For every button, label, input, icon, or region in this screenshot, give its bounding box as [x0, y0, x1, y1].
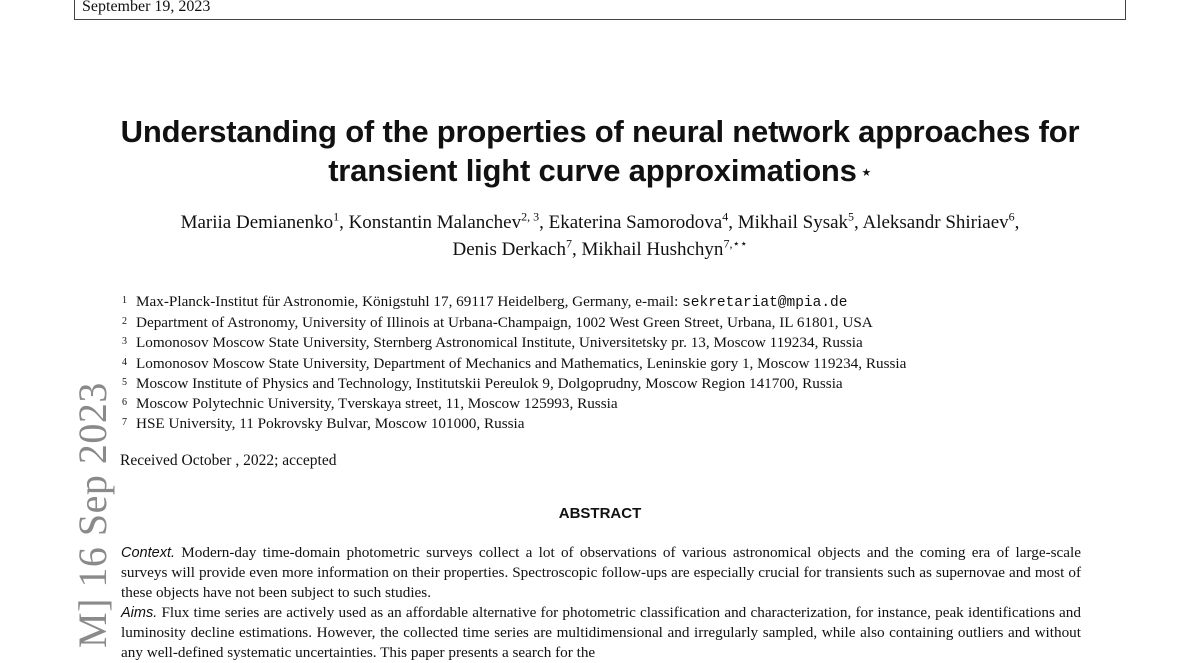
- author: Mikhail Sysak: [737, 212, 849, 233]
- affiliation-item: [120, 333, 1120, 353]
- author: Mikhail Hushchyn: [581, 239, 724, 260]
- affiliation-text: Max-Planck-Institut für Astronomie, Königstuhl 17, 69117 Heidelberg, Germany, e-mail:: [136, 293, 683, 310]
- title-line-1: Understanding of the properties of neural network approaches for: [120, 114, 1080, 149]
- author-separator: ,: [728, 212, 738, 233]
- header-box: [74, 0, 1126, 20]
- author-affil-mark: 7: [565, 236, 572, 251]
- author-affil-mark: 2, 3: [521, 209, 540, 224]
- affiliation-text: Lomonosov Moscow State University, Sternberg Astronomical Institute, Universitetsky pr. 13, Moscow 119234, Russia: [136, 334, 863, 352]
- affiliation-number: 4: [122, 356, 127, 368]
- author-line-2: [0, 236, 1200, 263]
- abstract-heading: ABSTRACT: [558, 505, 642, 522]
- affiliation-list: [120, 292, 1120, 434]
- affiliation-text: Lomonosov Moscow State University, Department of Mechanics and Mathematics, Leninskie gory 1, Moscow 119234, Russia: [136, 354, 907, 372]
- author-separator: ,: [539, 212, 549, 233]
- context-text: Modern-day time-domain photometric surveys collect a lot of observations of various astronomical objects and the coming era of large-scale surveys will provide even more information on their properties. Spectroscopic follow-ups are especially crucial for transients such as supernovae and most of these objects have not been subject to such studies.: [121, 544, 1081, 601]
- author: Mariia Demianenko: [180, 212, 334, 233]
- author: Aleksandr Shiriaev: [862, 212, 1009, 233]
- author-affil-mark: 7,⋆⋆: [723, 236, 748, 251]
- author-affil-mark: 1: [333, 209, 340, 224]
- affiliation-item: [120, 414, 1120, 434]
- author: Denis Derkach: [452, 239, 566, 260]
- abstract-aims: [121, 603, 1081, 663]
- affiliation-email: sekretariat@mpia.de: [682, 295, 848, 311]
- received-line: Received October , 2022; accepted: [120, 452, 337, 469]
- affiliation-text: Moscow Institute of Physics and Technology, Institutskii Pereulok 9, Dolgoprudny, Moscow Region 141700, Russia: [136, 374, 843, 392]
- author-line-1: [0, 209, 1200, 236]
- abstract-body: [121, 543, 1081, 663]
- affiliation-number: 1: [122, 295, 127, 306]
- journal-date: September 19, 2023: [82, 0, 211, 15]
- affiliation-item: [120, 354, 1120, 374]
- title-line-2-text: transient light curve approximations: [328, 153, 857, 188]
- affiliation-number: 2: [122, 316, 127, 328]
- title-footnote-mark: ⋆: [860, 162, 872, 182]
- context-label: Context.: [121, 545, 175, 561]
- author: Ekaterina Samorodova: [548, 212, 723, 233]
- aims-text: Flux time series are actively used as an affordable alternative for photometric classification and characterization, for instance, peak identifications and luminosity decline estimations. However, the collected time series are multidimensional and irregularly sampled, while also containing outliers and without any well-defined systematic uncertainties. This paper presents a search for the: [121, 604, 1081, 661]
- affiliation-item: [120, 292, 1120, 313]
- author-affil-mark: 5: [848, 209, 855, 224]
- aims-label: Aims.: [121, 605, 158, 621]
- author-separator: ,: [339, 212, 349, 233]
- author-separator: ,: [854, 212, 863, 233]
- author-separator: ,: [571, 239, 582, 260]
- author-separator: ,: [1014, 212, 1020, 233]
- affiliation-number: 6: [122, 397, 127, 409]
- affiliation-item: [120, 374, 1120, 394]
- author-affil-mark: 4: [722, 209, 729, 224]
- affiliation-text: Department of Astronomy, University of Illinois at Urbana-Champaign, 1002 West Green Street, Urbana, IL 61801, USA: [136, 314, 873, 332]
- arxiv-stamp: M] 16 Sep 2023: [70, 382, 115, 648]
- affiliation-item: [120, 313, 1120, 333]
- title-line-2: [0, 151, 1200, 190]
- author: Konstantin Malanchev: [348, 212, 522, 233]
- affiliation-number: 7: [122, 417, 127, 429]
- abstract-context: [121, 543, 1081, 603]
- affiliation-number: 3: [122, 336, 127, 348]
- author-list: [0, 209, 1200, 263]
- affiliation-number: 5: [122, 376, 127, 388]
- author-affil-mark: 6: [1008, 209, 1015, 224]
- affiliation-item: [120, 394, 1120, 414]
- affiliation-text: Moscow Polytechnic University, Tverskaya street, 11, Moscow 125993, Russia: [136, 395, 618, 413]
- paper-title: [0, 112, 1200, 190]
- affiliation-text: HSE University, 11 Pokrovsky Bulvar, Moscow 101000, Russia: [136, 415, 525, 433]
